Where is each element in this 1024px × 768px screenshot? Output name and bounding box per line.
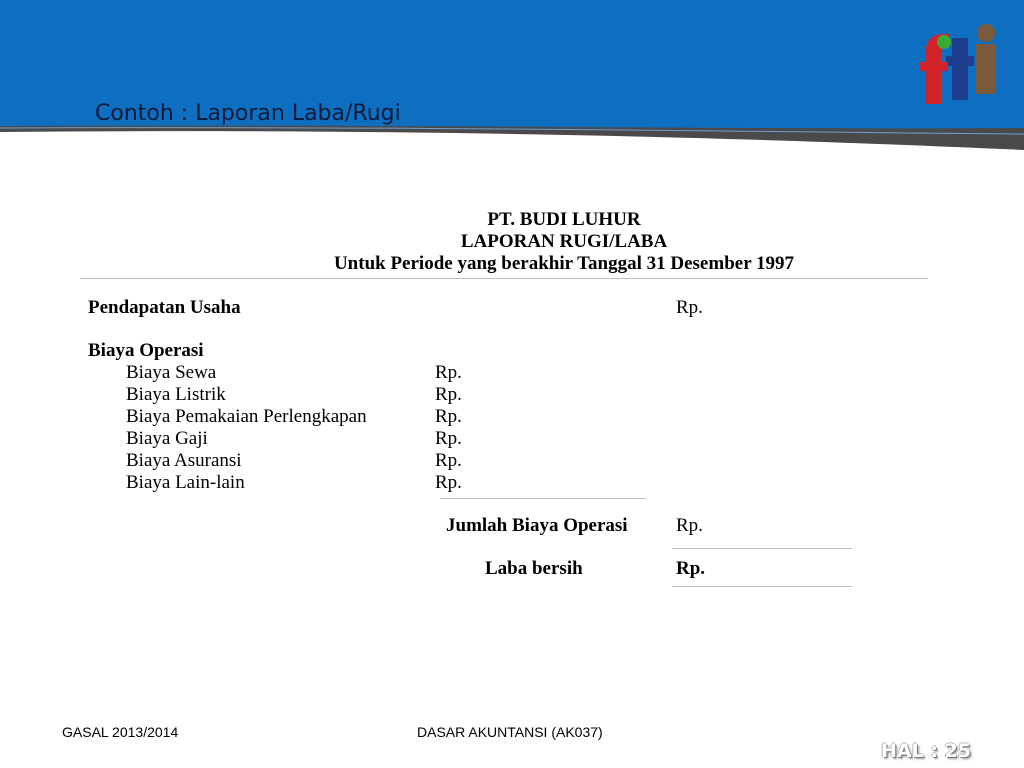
fti-logo-icon [916, 22, 1006, 106]
expense-item-currency: Rp. [435, 450, 462, 471]
expense-item-label: Biaya Listrik [126, 384, 226, 405]
report-period: Untuk Periode yang berakhir Tanggal 31 Desember 1997 [333, 253, 795, 274]
total-expenses-currency: Rp. [676, 515, 703, 536]
report-name: LAPORAN RUGI/LABA [460, 231, 668, 252]
expense-item-label: Biaya Lain-lain [126, 472, 245, 493]
footer-course: DASAR AKUNTANSI (AK037) [417, 724, 603, 740]
footer-semester: GASAL 2013/2014 [62, 724, 179, 740]
slide-title: Contoh : Laporan Laba/Rugi [95, 101, 401, 126]
expense-item-label: Biaya Sewa [126, 362, 217, 383]
header-band [0, 0, 1024, 160]
expense-item-label: Biaya Asuransi [126, 450, 242, 471]
net-income-currency: Rp. [676, 558, 706, 579]
total-expenses-label: Jumlah Biaya Operasi [446, 515, 628, 536]
net-income-underline [672, 586, 852, 587]
expense-item-currency: Rp. [435, 384, 462, 405]
revenue-currency: Rp. [676, 297, 703, 318]
expense-item-label: Biaya Gaji [126, 428, 208, 449]
expense-item-currency: Rp. [435, 428, 462, 449]
expense-item-currency: Rp. [435, 406, 462, 427]
expense-item-currency: Rp. [435, 472, 462, 493]
page-number: HAL : 25 [881, 740, 971, 762]
total-underline [672, 548, 852, 549]
expenses-heading: Biaya Operasi [88, 340, 204, 361]
expense-item-currency: Rp. [435, 362, 462, 383]
subtotal-underline [440, 498, 646, 499]
net-income-label: Laba bersih [485, 558, 583, 579]
expense-item-label: Biaya Pemakaian Perlengkapan [126, 406, 367, 427]
company-name: PT. BUDI LUHUR [487, 209, 641, 230]
revenue-label: Pendapatan Usaha [88, 297, 241, 318]
header-divider [80, 278, 928, 279]
